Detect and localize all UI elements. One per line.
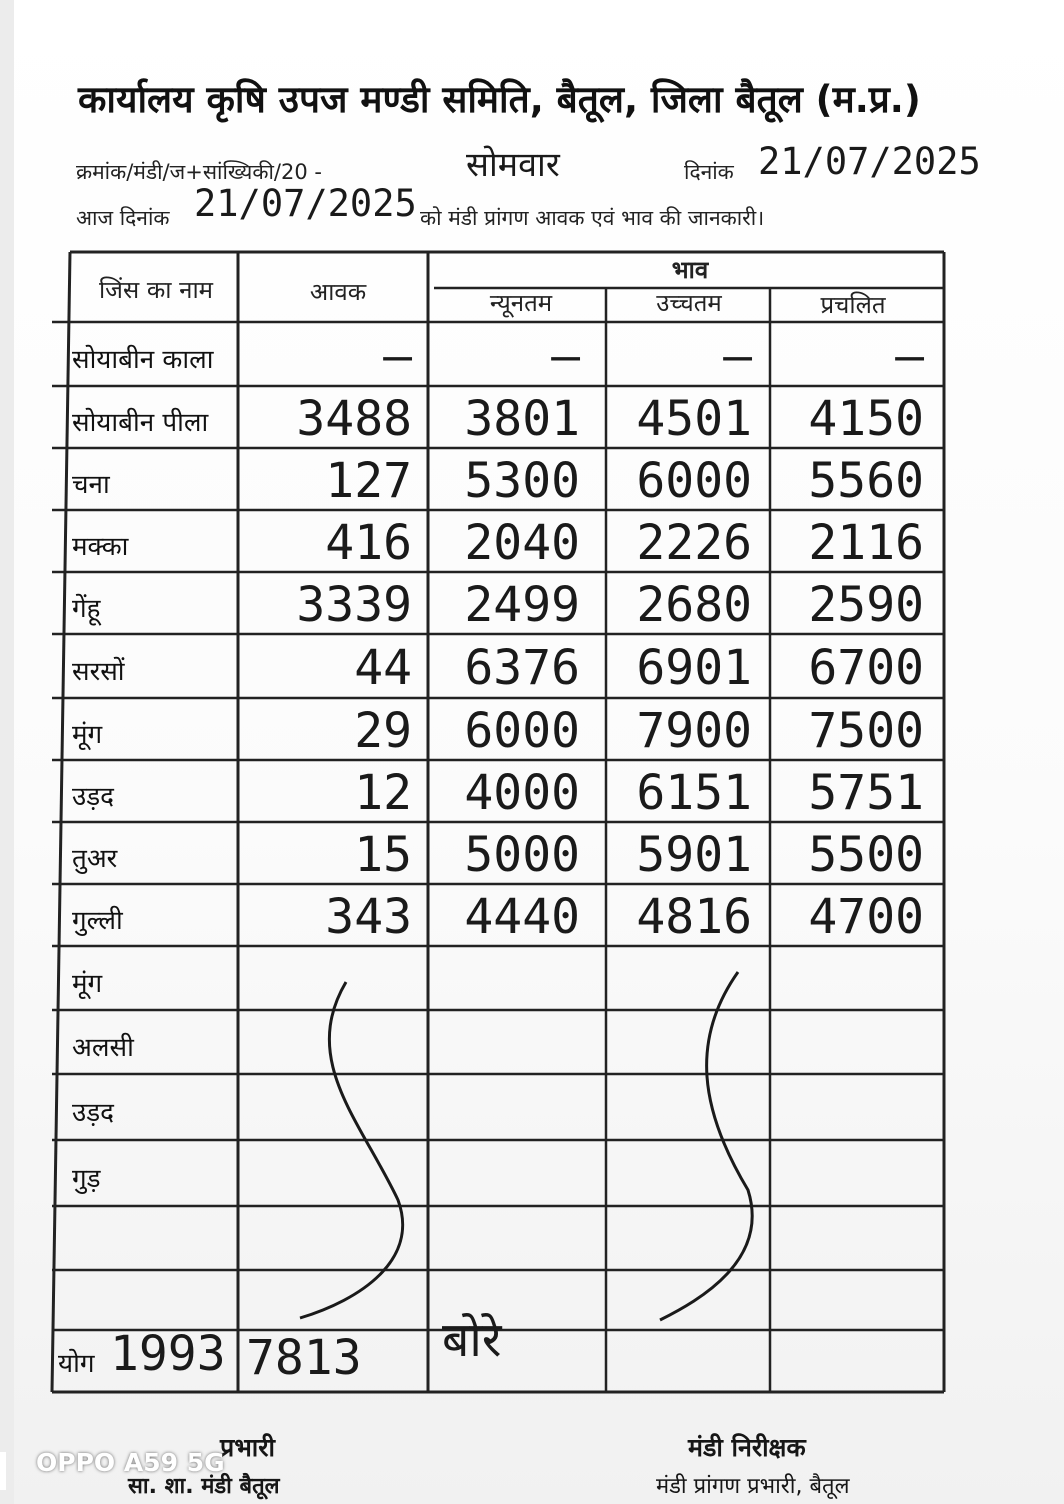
- min-price-cell: —: [551, 328, 580, 384]
- max-price-cell: 2680: [636, 577, 752, 633]
- commodity-name: तुअर: [72, 844, 118, 874]
- arrival-cell: 416: [325, 515, 412, 571]
- camera-watermark: OPPO A59 5G: [36, 1448, 225, 1477]
- header-max: उच्चतम: [656, 289, 722, 317]
- max-price-cell: 6151: [636, 765, 752, 821]
- total-bags-handwritten: 1993: [110, 1326, 226, 1382]
- min-price-cell: 2499: [464, 577, 580, 633]
- date-label: दिनांक: [684, 160, 734, 184]
- commodity-name: सोयाबीन काला: [72, 345, 214, 375]
- min-price-cell: 4440: [464, 889, 580, 945]
- header-price: भाव: [671, 256, 709, 284]
- max-price-cell: 5901: [636, 827, 752, 883]
- signatory-left-title: प्रभारी: [220, 1433, 275, 1462]
- prevailing-price-cell: 6700: [808, 640, 924, 696]
- commodity-name: गुल्ली: [72, 906, 123, 936]
- commodity-name: अलसी: [72, 1033, 134, 1063]
- total-value: 7813: [246, 1330, 362, 1386]
- commodity-name: चना: [72, 470, 110, 500]
- arrival-cell: 343: [325, 889, 412, 945]
- max-price-cell: 7900: [636, 703, 752, 759]
- report-subject: को मंडी प्रांगण आवक एवं भाव की जानकारी।: [420, 206, 765, 230]
- prevailing-price-cell: —: [895, 328, 924, 384]
- header-prevailing: प्रचलित: [820, 291, 886, 319]
- min-price-cell: 6000: [464, 703, 580, 759]
- arrival-cell: 12: [354, 765, 412, 821]
- prevailing-price-cell: 5500: [808, 827, 924, 883]
- min-price-cell: 4000: [464, 765, 580, 821]
- arrival-cell: 44: [354, 640, 412, 696]
- reference-label: क्रमांक/मंडी/ज+सांख्यिकी/20: [76, 160, 308, 184]
- header-commodity-name: जिंस का नाम: [98, 276, 214, 304]
- total-row: [58, 1312, 503, 1386]
- prevailing-price-cell: 4150: [808, 391, 924, 447]
- max-price-cell: 6901: [636, 640, 752, 696]
- commodity-name: सरसों: [72, 657, 125, 687]
- arrival-cell: 3339: [296, 577, 412, 633]
- max-price-cell: 2226: [636, 515, 752, 571]
- prevailing-price-cell: 5560: [808, 453, 924, 509]
- min-price-cell: 2040: [464, 515, 580, 571]
- reference-dash: -: [314, 160, 322, 184]
- today-date-handwritten: 21/07/2025: [194, 182, 417, 225]
- commodity-name: मक्का: [72, 532, 129, 562]
- prevailing-price-cell: 2590: [808, 577, 924, 633]
- signatory-left-office: सा. शा. मंडी बैतूल: [128, 1474, 280, 1499]
- today-label: आज दिनांक: [76, 206, 170, 230]
- commodity-name: उड़द: [72, 1098, 114, 1128]
- signatory-right-office: मंडी प्रांगण प्रभारी, बैतूल: [656, 1474, 850, 1499]
- min-price-cell: 3801: [464, 391, 580, 447]
- arrival-cell: 29: [354, 703, 412, 759]
- total-note: बोरे: [442, 1312, 502, 1368]
- prevailing-price-cell: 4700: [808, 889, 924, 945]
- commodity-name: उड़द: [72, 782, 114, 812]
- weekday-handwritten: सोमवार: [466, 145, 560, 185]
- arrival-cell: 3488: [296, 391, 412, 447]
- total-label: योग: [58, 1349, 95, 1379]
- commodity-name: गेंहू: [72, 594, 101, 624]
- max-price-cell: 4816: [636, 889, 752, 945]
- arrival-cell: 127: [325, 453, 412, 509]
- max-price-cell: 4501: [636, 391, 752, 447]
- strike-marks: [300, 972, 752, 1320]
- commodity-name: गुड़: [72, 1164, 101, 1194]
- min-price-cell: 5300: [464, 453, 580, 509]
- prevailing-price-cell: 5751: [808, 765, 924, 821]
- commodity-name: सोयाबीन पीला: [72, 408, 209, 438]
- strike-curve-right: [660, 972, 752, 1320]
- header-min: न्यूनतम: [489, 289, 553, 317]
- prevailing-price-cell: 2116: [808, 515, 924, 571]
- date-handwritten: 21/07/2025: [758, 140, 981, 183]
- commodity-name: मूंग: [72, 969, 103, 999]
- office-title: कार्यालय कृषि उपज मण्डी समिति, बैतूल, जिला बैतूल (म.प्र.): [78, 78, 921, 121]
- min-price-cell: 6376: [464, 640, 580, 696]
- arrival-cell: 15: [354, 827, 412, 883]
- strike-curve-left: [300, 982, 403, 1318]
- commodity-name: मूंग: [72, 720, 103, 750]
- prevailing-price-cell: 7500: [808, 703, 924, 759]
- min-price-cell: 5000: [464, 827, 580, 883]
- max-price-cell: 6000: [636, 453, 752, 509]
- max-price-cell: —: [723, 328, 752, 384]
- header-arrival: आवक: [309, 278, 367, 306]
- arrival-cell: —: [383, 328, 412, 384]
- signatory-right-title: मंडी निरीक्षक: [688, 1433, 806, 1462]
